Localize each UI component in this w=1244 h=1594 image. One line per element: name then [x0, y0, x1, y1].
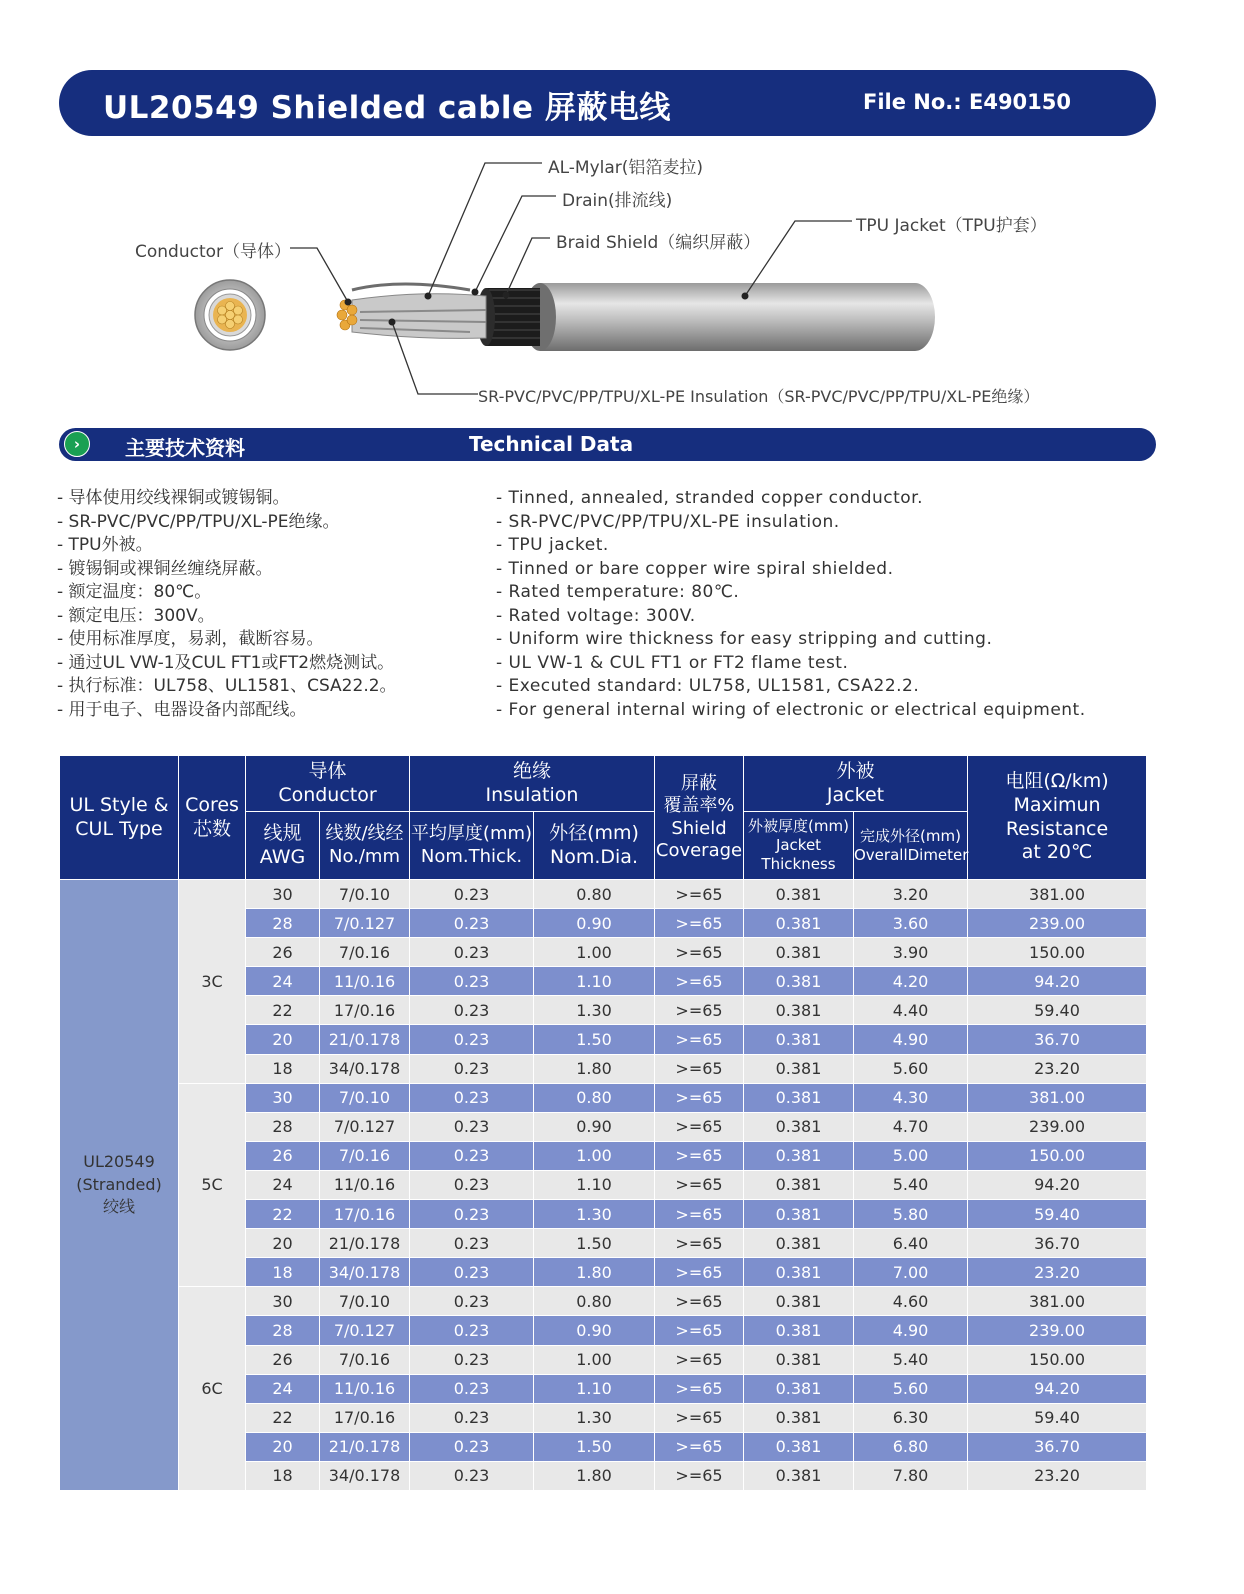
list-item: - UL VW-1 & CUL FT1 or FT2 flame test.: [496, 652, 849, 673]
table-cell: 0.381: [744, 1200, 854, 1229]
list-item: - TPU jacket.: [496, 535, 609, 555]
table-cell: 17/0.16: [320, 996, 410, 1025]
table-cell: >=65: [655, 1083, 744, 1112]
table-cell: 1.30: [534, 1200, 655, 1229]
table-cell: 3.90: [854, 938, 968, 967]
list-item: - Executed standard: UL758, UL1581, CSA22.2.: [496, 676, 920, 696]
section-title-cn: 主要技术资料: [125, 436, 245, 460]
list-item: - 使用标准厚度，易剥，截断容易。: [57, 629, 324, 649]
table-cell: 0.23: [410, 967, 534, 996]
table-cell: 22: [246, 1403, 320, 1432]
table-cell: 4.90: [854, 1025, 968, 1054]
table-body: [60, 880, 1147, 1491]
table-cell: 0.23: [410, 1112, 534, 1141]
table-cell: 17/0.16: [320, 1200, 410, 1229]
table-cell: 0.23: [410, 909, 534, 938]
header-shield: 屏蔽 覆盖率% Shield Coverage: [655, 756, 744, 880]
table-cell: 0.80: [534, 1083, 655, 1112]
table-cell: 21/0.178: [320, 1025, 410, 1054]
table-cell: 59.40: [968, 996, 1147, 1025]
table-row: [60, 880, 1147, 909]
table-cell: >=65: [655, 1025, 744, 1054]
table-cell: 23.20: [968, 1461, 1147, 1490]
table-cell: 36.70: [968, 1229, 1147, 1258]
list-item: - 用于电子、电器设备内部配线。: [57, 699, 307, 720]
list-item: - For general internal wiring of electronic or electrical equipment.: [496, 699, 1086, 720]
chevron-right-icon: ›: [64, 431, 90, 457]
table-cell: 34/0.178: [320, 1461, 410, 1490]
list-item: - TPU外被。: [57, 535, 153, 555]
table-cell: >=65: [655, 996, 744, 1025]
table-cell: >=65: [655, 1112, 744, 1141]
list-item: - 额定温度：80℃。: [57, 582, 212, 602]
table-cell: 7/0.10: [320, 1083, 410, 1112]
list-item: - 通过UL VW-1及CUL FT1或FT2燃烧测试。: [57, 652, 395, 673]
table-cell: 23.20: [968, 1054, 1147, 1083]
table-cell: 1.30: [534, 996, 655, 1025]
table-cell: 0.23: [410, 1287, 534, 1316]
table-cell: 0.381: [744, 1112, 854, 1141]
file-number: File No.: E490150: [863, 90, 1072, 114]
table-cell: 0.381: [744, 996, 854, 1025]
header-overall-diameter: 完成外径(mm) OverallDimeter: [854, 812, 968, 880]
cable-diagram: [0, 140, 1244, 420]
table-cell: 0.381: [744, 938, 854, 967]
table-cell: 22: [246, 996, 320, 1025]
table-cell: 26: [246, 938, 320, 967]
table-cell: 7.00: [854, 1258, 968, 1287]
table-cell: 0.381: [744, 880, 854, 909]
table-cell: 150.00: [968, 1345, 1147, 1374]
ul-style-cell: UL20549 (Stranded) 绞线: [60, 880, 179, 1491]
header-awg: 线规 AWG: [246, 812, 320, 880]
list-item: - 镀锡铜或裸铜丝缠绕屏蔽。: [57, 558, 273, 579]
title-bar: [59, 70, 1156, 136]
braid-shield-label: Braid Shield（编织屏蔽）: [556, 233, 761, 253]
table-cell: 1.10: [534, 1374, 655, 1403]
table-cell: 17/0.16: [320, 1403, 410, 1432]
table-cell: 239.00: [968, 1316, 1147, 1345]
table-cell: >=65: [655, 1141, 744, 1170]
table-cell: 5.40: [854, 1170, 968, 1199]
table-cell: 4.20: [854, 967, 968, 996]
table-cell: 0.381: [744, 1258, 854, 1287]
table-cell: 0.381: [744, 1054, 854, 1083]
table-cell: 36.70: [968, 1025, 1147, 1054]
table-cell: 0.23: [410, 938, 534, 967]
table-cell: 0.381: [744, 1316, 854, 1345]
table-cell: >=65: [655, 909, 744, 938]
table-cell: 0.90: [534, 1112, 655, 1141]
table-row: [60, 1083, 1147, 1112]
table-cell: 239.00: [968, 909, 1147, 938]
table-cell: 6.40: [854, 1229, 968, 1258]
table-cell: 3.60: [854, 909, 968, 938]
table-cell: 4.40: [854, 996, 968, 1025]
table-cell: 0.381: [744, 1432, 854, 1461]
list-item: - SR-PVC/PVC/PP/TPU/XL-PE绝缘。: [57, 511, 340, 532]
table-cell: 7/0.10: [320, 1287, 410, 1316]
cross-section-icon: [195, 280, 265, 350]
table-cell: 34/0.178: [320, 1054, 410, 1083]
table-cell: 0.23: [410, 1141, 534, 1170]
table-cell: >=65: [655, 1345, 744, 1374]
cores-cell: 6C: [179, 1287, 246, 1491]
al-mylar-label: AL-Mylar(铝箔麦拉): [548, 158, 704, 178]
table-cell: 0.23: [410, 1170, 534, 1199]
spec-table: [59, 755, 1147, 1491]
table-cell: 94.20: [968, 1374, 1147, 1403]
table-cell: 0.23: [410, 1200, 534, 1229]
table-cell: 1.00: [534, 1345, 655, 1374]
header-style: UL Style & CUL Type: [60, 756, 179, 880]
table-cell: 1.00: [534, 1141, 655, 1170]
header-jacket-thickness: 外被厚度(mm) Jacket Thickness: [744, 812, 854, 880]
table-cell: 1.50: [534, 1025, 655, 1054]
table-cell: 0.23: [410, 1025, 534, 1054]
table-cell: 1.80: [534, 1461, 655, 1490]
header-conductor: 导体 Conductor: [246, 756, 410, 812]
table-cell: 7/0.16: [320, 1141, 410, 1170]
table-cell: 150.00: [968, 1141, 1147, 1170]
table-cell: 21/0.178: [320, 1432, 410, 1461]
table-cell: >=65: [655, 1054, 744, 1083]
cores-cell: 3C: [179, 880, 246, 1084]
section-header: [59, 428, 1156, 461]
table-cell: 0.381: [744, 1403, 854, 1432]
table-cell: >=65: [655, 1432, 744, 1461]
table-cell: 1.10: [534, 1170, 655, 1199]
table-cell: 11/0.16: [320, 967, 410, 996]
table-cell: 26: [246, 1345, 320, 1374]
header-strand: 线数/线经 No./mm: [320, 812, 410, 880]
table-cell: >=65: [655, 938, 744, 967]
table-cell: >=65: [655, 1287, 744, 1316]
table-cell: 0.381: [744, 1229, 854, 1258]
table-cell: 0.90: [534, 1316, 655, 1345]
table-cell: 0.23: [410, 1054, 534, 1083]
table-cell: 0.90: [534, 909, 655, 938]
features-cn-list: [57, 487, 397, 722]
table-cell: 20: [246, 1229, 320, 1258]
features-en-list: [496, 487, 1086, 722]
table-cell: 5.00: [854, 1141, 968, 1170]
table-cell: 5.80: [854, 1200, 968, 1229]
table-cell: 0.23: [410, 1316, 534, 1345]
table-cell: 0.381: [744, 967, 854, 996]
table-cell: 4.90: [854, 1316, 968, 1345]
table-cell: 381.00: [968, 1083, 1147, 1112]
table-cell: 1.80: [534, 1054, 655, 1083]
table-cell: 0.381: [744, 1287, 854, 1316]
table-cell: 5.40: [854, 1345, 968, 1374]
table-cell: 0.381: [744, 1345, 854, 1374]
table-cell: 18: [246, 1461, 320, 1490]
table-cell: 18: [246, 1054, 320, 1083]
table-cell: 0.381: [744, 1025, 854, 1054]
table-cell: 3.20: [854, 880, 968, 909]
table-cell: 23.20: [968, 1258, 1147, 1287]
table-cell: 381.00: [968, 1287, 1147, 1316]
table-cell: 150.00: [968, 938, 1147, 967]
header-insulation: 绝缘 Insulation: [410, 756, 655, 812]
table-cell: 18: [246, 1258, 320, 1287]
table-cell: 7/0.16: [320, 1345, 410, 1374]
table-cell: 11/0.16: [320, 1374, 410, 1403]
table-cell: 59.40: [968, 1200, 1147, 1229]
table-cell: 30: [246, 1083, 320, 1112]
table-cell: 1.50: [534, 1432, 655, 1461]
table-cell: 6.80: [854, 1432, 968, 1461]
table-cell: 0.23: [410, 1258, 534, 1287]
table-cell: 0.80: [534, 880, 655, 909]
table-cell: >=65: [655, 967, 744, 996]
cable-illustration: [0, 140, 1244, 420]
conductor-label: Conductor（导体）: [135, 242, 292, 262]
table-cell: 0.381: [744, 1083, 854, 1112]
table-cell: 0.23: [410, 1374, 534, 1403]
table-cell: 94.20: [968, 967, 1147, 996]
table-cell: 0.23: [410, 1403, 534, 1432]
table-cell: >=65: [655, 1200, 744, 1229]
list-item: - Rated temperature: 80℃.: [496, 582, 740, 602]
table-cell: 20: [246, 1025, 320, 1054]
table-cell: 0.381: [744, 909, 854, 938]
list-item: - 导体使用绞线裸铜或镀锡铜。: [57, 488, 290, 508]
table-cell: 1.50: [534, 1229, 655, 1258]
table-cell: >=65: [655, 1258, 744, 1287]
table-cell: 0.381: [744, 1170, 854, 1199]
list-item: - 执行标准：UL758、UL1581、CSA22.2。: [57, 676, 397, 696]
table-cell: 28: [246, 1316, 320, 1345]
table-cell: 4.70: [854, 1112, 968, 1141]
table-cell: 7/0.127: [320, 1316, 410, 1345]
table-cell: 5.60: [854, 1374, 968, 1403]
table-cell: 7/0.16: [320, 938, 410, 967]
table-cell: 24: [246, 967, 320, 996]
table-cell: >=65: [655, 1170, 744, 1199]
table-cell: 0.23: [410, 1345, 534, 1374]
table-cell: 59.40: [968, 1403, 1147, 1432]
table-cell: 1.30: [534, 1403, 655, 1432]
table-cell: 0.381: [744, 1141, 854, 1170]
header-cores: Cores 芯数: [179, 756, 246, 880]
table-cell: >=65: [655, 1316, 744, 1345]
table-cell: 381.00: [968, 880, 1147, 909]
section-title-en: Technical Data: [469, 432, 634, 456]
table-cell: 21/0.178: [320, 1229, 410, 1258]
table-cell: 24: [246, 1374, 320, 1403]
table-cell: >=65: [655, 1461, 744, 1490]
table-cell: 0.381: [744, 1374, 854, 1403]
table-cell: 0.23: [410, 1083, 534, 1112]
table-cell: 36.70: [968, 1432, 1147, 1461]
table-cell: 1.10: [534, 967, 655, 996]
table-cell: 0.80: [534, 1287, 655, 1316]
table-cell: 239.00: [968, 1112, 1147, 1141]
list-item: - SR-PVC/PVC/PP/TPU/XL-PE insulation.: [496, 511, 840, 532]
table-cell: >=65: [655, 1374, 744, 1403]
table-cell: 28: [246, 1112, 320, 1141]
page-title: UL20549 Shielded cable 屏蔽电线: [103, 90, 671, 126]
cores-cell: 5C: [179, 1083, 246, 1287]
table-cell: 1.00: [534, 938, 655, 967]
table-cell: 11/0.16: [320, 1170, 410, 1199]
table-cell: >=65: [655, 880, 744, 909]
table-cell: 4.30: [854, 1083, 968, 1112]
list-item: - Tinned, annealed, stranded copper conductor.: [496, 488, 924, 508]
table-cell: 34/0.178: [320, 1258, 410, 1287]
table-cell: 1.80: [534, 1258, 655, 1287]
table-cell: 30: [246, 880, 320, 909]
table-cell: 0.23: [410, 880, 534, 909]
header-jacket: 外被 Jacket: [744, 756, 968, 812]
tpu-jacket-label: TPU Jacket（TPU护套）: [856, 216, 1047, 236]
table-cell: 6.30: [854, 1403, 968, 1432]
table-cell: 4.60: [854, 1287, 968, 1316]
header-thick: 平均厚度(mm) Nom.Thick.: [410, 812, 534, 880]
table-cell: 0.23: [410, 996, 534, 1025]
table-cell: 0.381: [744, 1461, 854, 1490]
table-cell: 28: [246, 909, 320, 938]
table-cell: >=65: [655, 1403, 744, 1432]
table-cell: 7/0.127: [320, 1112, 410, 1141]
table-cell: 7/0.127: [320, 909, 410, 938]
insulation-label: SR-PVC/PVC/PP/TPU/XL-PE Insulation（SR-PVC/PVC/PP/TPU/XL-PE绝缘）: [478, 387, 1040, 406]
table-cell: 0.23: [410, 1229, 534, 1258]
table-cell: 26: [246, 1141, 320, 1170]
list-item: - 额定电压：300V。: [57, 605, 215, 626]
table-cell: 0.23: [410, 1432, 534, 1461]
table-cell: 7.80: [854, 1461, 968, 1490]
list-item: - Uniform wire thickness for easy stripping and cutting.: [496, 629, 993, 649]
table-cell: >=65: [655, 1229, 744, 1258]
table-row: [60, 1287, 1147, 1316]
header-resistance: 电阻(Ω/km) Maximun Resistance at 20℃: [968, 756, 1147, 880]
list-item: - Tinned or bare copper wire spiral shielded.: [496, 558, 894, 579]
drain-label: Drain(排流线): [562, 191, 673, 211]
table-cell: 22: [246, 1200, 320, 1229]
table-cell: 0.23: [410, 1461, 534, 1490]
table-cell: 20: [246, 1432, 320, 1461]
table-cell: 5.60: [854, 1054, 968, 1083]
table-cell: 94.20: [968, 1170, 1147, 1199]
table-cell: 7/0.10: [320, 880, 410, 909]
table-cell: 24: [246, 1170, 320, 1199]
list-item: - Rated voltage: 300V.: [496, 605, 696, 626]
table-cell: 30: [246, 1287, 320, 1316]
header-dia: 外径(mm) Nom.Dia.: [534, 812, 655, 880]
